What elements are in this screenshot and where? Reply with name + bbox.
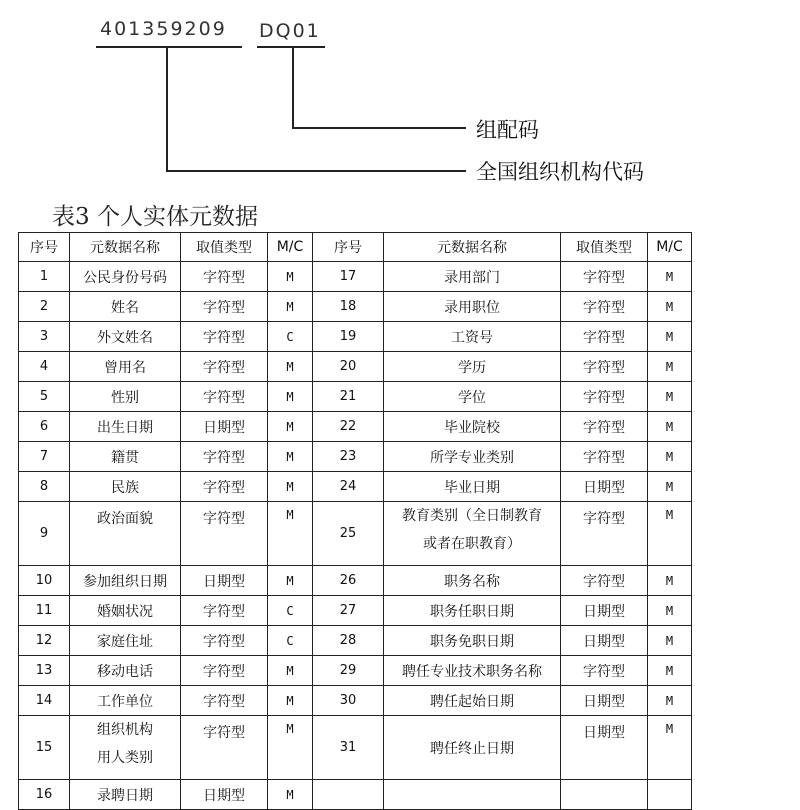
group-code-underline [257,46,325,48]
row-index: 15 [19,716,70,780]
metadata-name: 学位 [384,382,561,412]
org-code: 401359209 [100,18,227,40]
table-row [19,472,692,502]
value-type: 字符型 [181,686,268,716]
mc-flag: M [648,292,692,322]
value-type: 字符型 [561,412,648,442]
row-index: 4 [19,352,70,382]
value-type: 日期型 [561,626,648,656]
row-index: 17 [313,262,384,292]
metadata-name: 学历 [384,352,561,382]
row-index: 25 [313,502,384,566]
table-row [19,780,692,810]
table-row [19,292,692,322]
row-index: 26 [313,566,384,596]
row-index: 2 [19,292,70,322]
value-type: 日期型 [181,412,268,442]
row-index: 1 [19,262,70,292]
header-value-type: 取值类型 [561,233,648,262]
row-index: 30 [313,686,384,716]
mc-flag: M [648,596,692,626]
value-type: 字符型 [181,472,268,502]
metadata-name: 毕业院校 [384,412,561,442]
row-index: 18 [313,292,384,322]
metadata-name: 曾用名 [70,352,181,382]
value-type: 日期型 [561,472,648,502]
table-header-row [19,233,692,262]
mc-flag: M [268,442,313,472]
header-metadata-name: 元数据名称 [70,233,181,262]
row-index: 20 [313,352,384,382]
value-type: 字符型 [561,292,648,322]
metadata-name: 毕业日期 [384,472,561,502]
table-row [19,626,692,656]
table-row [19,262,692,292]
mc-flag: M [648,716,692,780]
table-row [19,442,692,472]
metadata-name: 工资号 [384,322,561,352]
row-index [313,780,384,810]
mc-flag: M [648,502,692,566]
mc-flag: M [268,382,313,412]
metadata-name: 出生日期 [70,412,181,442]
value-type: 字符型 [561,566,648,596]
mc-flag: M [648,262,692,292]
table-row [19,596,692,626]
table-row [19,412,692,442]
mc-flag: M [648,322,692,352]
value-type: 日期型 [561,596,648,626]
row-index: 12 [19,626,70,656]
value-type: 日期型 [561,686,648,716]
row-index: 11 [19,596,70,626]
value-type: 字符型 [561,656,648,686]
value-type: 字符型 [181,292,268,322]
mc-flag: C [268,596,313,626]
table-row [19,656,692,686]
metadata-name: 聘任专业技术职务名称 [384,656,561,686]
metadata-name: 录聘日期 [70,780,181,810]
metadata-name: 籍贯 [70,442,181,472]
row-index: 31 [313,716,384,780]
metadata-name: 外文姓名 [70,322,181,352]
mc-flag [648,780,692,810]
group-code-label: 组配码 [476,118,539,142]
value-type: 字符型 [561,382,648,412]
row-index: 23 [313,442,384,472]
mc-flag: C [268,626,313,656]
value-type: 字符型 [181,442,268,472]
row-index: 27 [313,596,384,626]
row-index: 9 [19,502,70,566]
metadata-name: 聘任终止日期 [384,716,561,780]
mc-flag: M [648,566,692,596]
mc-flag: M [648,442,692,472]
value-type: 日期型 [181,780,268,810]
mc-flag: M [268,352,313,382]
value-type: 字符型 [561,322,648,352]
table-caption: 表3 个人实体元数据 [52,204,258,230]
mc-flag: M [648,626,692,656]
mc-flag: M [268,292,313,322]
group-code-connector-vertical [292,46,294,128]
row-index: 10 [19,566,70,596]
mc-flag: C [268,322,313,352]
value-type: 字符型 [181,626,268,656]
mc-flag: M [648,686,692,716]
metadata-name: 姓名 [70,292,181,322]
group-code-connector-horizontal [292,127,466,129]
header-value-type: 取值类型 [181,233,268,262]
table-row [19,322,692,352]
row-index: 29 [313,656,384,686]
value-type: 字符型 [181,382,268,412]
value-type: 日期型 [181,566,268,596]
mc-flag: M [648,412,692,442]
value-type: 字符型 [561,502,648,566]
row-index: 24 [313,472,384,502]
value-type: 字符型 [181,656,268,686]
metadata-table [18,232,692,810]
mc-flag: M [268,472,313,502]
metadata-name: 参加组织日期 [70,566,181,596]
metadata-name: 聘任起始日期 [384,686,561,716]
table-row [19,716,692,780]
metadata-name: 录用职位 [384,292,561,322]
value-type: 字符型 [561,262,648,292]
metadata-name: 工作单位 [70,686,181,716]
value-type [561,780,648,810]
header-mc: M/C [268,233,313,262]
metadata-name: 职务名称 [384,566,561,596]
header-metadata-name: 元数据名称 [384,233,561,262]
metadata-name: 民族 [70,472,181,502]
value-type: 字符型 [181,716,268,780]
metadata-name: 婚姻状况 [70,596,181,626]
value-type: 字符型 [181,352,268,382]
metadata-name: 所学专业类别 [384,442,561,472]
metadata-name: 公民身份号码 [70,262,181,292]
metadata-name: 教育类别（全日制教育 或者在职教育） [384,502,561,566]
row-index: 16 [19,780,70,810]
row-index: 13 [19,656,70,686]
row-index: 7 [19,442,70,472]
row-index: 21 [313,382,384,412]
org-code-underline [96,46,242,48]
metadata-name [384,780,561,810]
mc-flag: M [268,502,313,566]
row-index: 22 [313,412,384,442]
mc-flag: M [648,472,692,502]
value-type: 字符型 [561,442,648,472]
header-index: 序号 [313,233,384,262]
metadata-name: 录用部门 [384,262,561,292]
row-index: 8 [19,472,70,502]
metadata-name: 政治面貌 [70,502,181,566]
header-mc: M/C [648,233,692,262]
metadata-name: 移动电话 [70,656,181,686]
value-type: 字符型 [181,596,268,626]
table-row [19,352,692,382]
mc-flag: M [268,656,313,686]
metadata-name: 家庭住址 [70,626,181,656]
value-type: 字符型 [181,322,268,352]
value-type: 字符型 [181,262,268,292]
mc-flag: M [268,686,313,716]
metadata-name: 职务免职日期 [384,626,561,656]
group-code: DQ01 [259,20,321,42]
mc-flag: M [268,780,313,810]
row-index: 19 [313,322,384,352]
metadata-name: 性别 [70,382,181,412]
table-row [19,566,692,596]
row-index: 6 [19,412,70,442]
row-index: 3 [19,322,70,352]
mc-flag: M [268,412,313,442]
org-code-connector-vertical [166,46,168,171]
metadata-name: 职务任职日期 [384,596,561,626]
mc-flag: M [648,656,692,686]
org-code-label: 全国组织机构代码 [476,160,644,184]
value-type: 日期型 [561,716,648,780]
mc-flag: M [648,382,692,412]
table-row [19,686,692,716]
header-index: 序号 [19,233,70,262]
table-row [19,382,692,412]
row-index: 5 [19,382,70,412]
mc-flag: M [268,716,313,780]
mc-flag: M [268,566,313,596]
mc-flag: M [648,352,692,382]
table-row [19,502,692,566]
mc-flag: M [268,262,313,292]
value-type: 字符型 [561,352,648,382]
row-index: 28 [313,626,384,656]
row-index: 14 [19,686,70,716]
value-type: 字符型 [181,502,268,566]
org-code-connector-horizontal [166,170,466,172]
metadata-name: 组织机构 用人类别 [70,716,181,780]
